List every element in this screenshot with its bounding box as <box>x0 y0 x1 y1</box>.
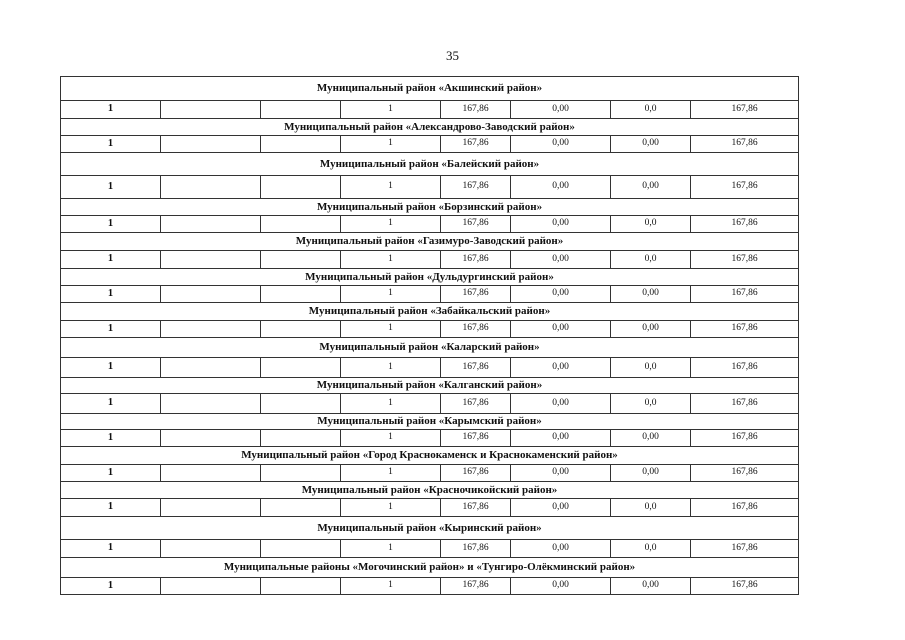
cell-col5: 167,86 <box>441 430 511 447</box>
cell-col6: 0,00 <box>511 176 611 199</box>
cell-col2 <box>161 430 261 447</box>
section-title: Муниципальный район «Акшинский район» <box>61 77 799 101</box>
section-header-row <box>61 482 799 499</box>
table-row <box>61 251 799 269</box>
cell-col2 <box>161 321 261 338</box>
cell-col5: 167,86 <box>441 499 511 517</box>
cell-col4: 1 <box>341 430 441 447</box>
cell-col7: 0,00 <box>611 136 691 153</box>
cell-col1: 1 <box>61 499 161 517</box>
cell-col6: 0,00 <box>511 465 611 482</box>
cell-col1: 1 <box>61 358 161 378</box>
table-row <box>61 216 799 233</box>
cell-col1: 1 <box>61 286 161 303</box>
cell-col7: 0,0 <box>611 358 691 378</box>
section-header-row <box>61 119 799 136</box>
cell-col3 <box>261 394 341 414</box>
cell-col6: 0,00 <box>511 136 611 153</box>
cell-col3 <box>261 216 341 233</box>
cell-col6: 0,00 <box>511 251 611 269</box>
cell-col5: 167,86 <box>441 176 511 199</box>
cell-col8: 167,86 <box>691 499 799 517</box>
section-header-row <box>61 338 799 358</box>
cell-col8: 167,86 <box>691 394 799 414</box>
cell-col4: 1 <box>341 321 441 338</box>
cell-col5: 167,86 <box>441 465 511 482</box>
cell-col3 <box>261 321 341 338</box>
section-header-row <box>61 378 799 394</box>
section-title: Муниципальный район «Дульдургинский район» <box>61 269 799 286</box>
cell-col1: 1 <box>61 394 161 414</box>
cell-col2 <box>161 540 261 558</box>
data-table <box>60 76 799 595</box>
cell-col3 <box>261 499 341 517</box>
table-row <box>61 465 799 482</box>
cell-col3 <box>261 101 341 119</box>
cell-col7: 0,0 <box>611 101 691 119</box>
cell-col8: 167,86 <box>691 430 799 447</box>
cell-col4: 1 <box>341 358 441 378</box>
cell-col3 <box>261 430 341 447</box>
cell-col3 <box>261 251 341 269</box>
cell-col4: 1 <box>341 176 441 199</box>
section-header-row <box>61 199 799 216</box>
cell-col3 <box>261 465 341 482</box>
cell-col6: 0,00 <box>511 321 611 338</box>
cell-col7: 0,00 <box>611 321 691 338</box>
cell-col5: 167,86 <box>441 286 511 303</box>
cell-col5: 167,86 <box>441 394 511 414</box>
section-header-row <box>61 303 799 321</box>
section-header-row <box>61 517 799 540</box>
cell-col1: 1 <box>61 578 161 595</box>
cell-col6: 0,00 <box>511 101 611 119</box>
section-header-row <box>61 269 799 286</box>
cell-col7: 0,0 <box>611 216 691 233</box>
cell-col6: 0,00 <box>511 286 611 303</box>
table-row <box>61 578 799 595</box>
cell-col8: 167,86 <box>691 286 799 303</box>
section-title: Муниципальный район «Город Краснокаменск и Краснокаменский район» <box>61 447 799 465</box>
cell-col6: 0,00 <box>511 430 611 447</box>
cell-col1: 1 <box>61 540 161 558</box>
cell-col3 <box>261 578 341 595</box>
cell-col2 <box>161 216 261 233</box>
section-title: Муниципальный район «Калганский район» <box>61 378 799 394</box>
cell-col5: 167,86 <box>441 216 511 233</box>
section-title: Муниципальный район «Борзинский район» <box>61 199 799 216</box>
cell-col5: 167,86 <box>441 136 511 153</box>
cell-col2 <box>161 465 261 482</box>
cell-col3 <box>261 136 341 153</box>
cell-col4: 1 <box>341 216 441 233</box>
section-title: Муниципальные районы «Могочинский район» и «Тунгиро-Олёкминский район» <box>61 558 799 578</box>
cell-col8: 167,86 <box>691 136 799 153</box>
cell-col2 <box>161 101 261 119</box>
table-row <box>61 321 799 338</box>
cell-col8: 167,86 <box>691 578 799 595</box>
cell-col4: 1 <box>341 394 441 414</box>
cell-col6: 0,00 <box>511 394 611 414</box>
cell-col1: 1 <box>61 321 161 338</box>
section-header-row <box>61 77 799 101</box>
cell-col2 <box>161 394 261 414</box>
cell-col2 <box>161 499 261 517</box>
table-row <box>61 540 799 558</box>
cell-col7: 0,0 <box>611 251 691 269</box>
cell-col2 <box>161 286 261 303</box>
cell-col7: 0,00 <box>611 465 691 482</box>
cell-col4: 1 <box>341 101 441 119</box>
cell-col7: 0,00 <box>611 286 691 303</box>
table-row <box>61 136 799 153</box>
cell-col3 <box>261 286 341 303</box>
cell-col1: 1 <box>61 465 161 482</box>
table-row <box>61 286 799 303</box>
table-row <box>61 430 799 447</box>
section-title: Муниципальный район «Карымский район» <box>61 414 799 430</box>
section-title: Муниципальный район «Красночикойский район» <box>61 482 799 499</box>
section-header-row <box>61 153 799 176</box>
cell-col7: 0,0 <box>611 499 691 517</box>
cell-col2 <box>161 176 261 199</box>
cell-col7: 0,00 <box>611 430 691 447</box>
cell-col7: 0,0 <box>611 540 691 558</box>
cell-col4: 1 <box>341 499 441 517</box>
cell-col3 <box>261 176 341 199</box>
cell-col2 <box>161 136 261 153</box>
cell-col6: 0,00 <box>511 540 611 558</box>
cell-col1: 1 <box>61 136 161 153</box>
cell-col1: 1 <box>61 251 161 269</box>
table-row <box>61 358 799 378</box>
cell-col1: 1 <box>61 430 161 447</box>
cell-col4: 1 <box>341 136 441 153</box>
cell-col5: 167,86 <box>441 578 511 595</box>
section-header-row <box>61 447 799 465</box>
section-title: Муниципальный район «Забайкальский район» <box>61 303 799 321</box>
cell-col4: 1 <box>341 286 441 303</box>
cell-col8: 167,86 <box>691 101 799 119</box>
cell-col8: 167,86 <box>691 540 799 558</box>
section-title: Муниципальный район «Газимуро-Заводский район» <box>61 233 799 251</box>
cell-col3 <box>261 540 341 558</box>
cell-col8: 167,86 <box>691 465 799 482</box>
cell-col5: 167,86 <box>441 321 511 338</box>
section-header-row <box>61 414 799 430</box>
table-row <box>61 394 799 414</box>
cell-col7: 0,00 <box>611 176 691 199</box>
table-row <box>61 176 799 199</box>
cell-col4: 1 <box>341 251 441 269</box>
cell-col5: 167,86 <box>441 358 511 378</box>
section-title: Муниципальный район «Александрово-Заводский район» <box>61 119 799 136</box>
cell-col5: 167,86 <box>441 540 511 558</box>
page-number: 35 <box>446 48 459 63</box>
table-body <box>61 77 799 595</box>
cell-col8: 167,86 <box>691 176 799 199</box>
cell-col3 <box>261 358 341 378</box>
section-title: Муниципальный район «Кыринский район» <box>61 517 799 540</box>
table-row <box>61 499 799 517</box>
cell-col2 <box>161 251 261 269</box>
cell-col2 <box>161 578 261 595</box>
section-title: Муниципальный район «Каларский район» <box>61 338 799 358</box>
section-header-row <box>61 233 799 251</box>
cell-col5: 167,86 <box>441 251 511 269</box>
cell-col7: 0,00 <box>611 578 691 595</box>
cell-col6: 0,00 <box>511 358 611 378</box>
cell-col7: 0,0 <box>611 394 691 414</box>
cell-col1: 1 <box>61 216 161 233</box>
section-header-row <box>61 558 799 578</box>
cell-col2 <box>161 358 261 378</box>
cell-col4: 1 <box>341 578 441 595</box>
section-title: Муниципальный район «Балейский район» <box>61 153 799 176</box>
table-row <box>61 101 799 119</box>
cell-col5: 167,86 <box>441 101 511 119</box>
cell-col4: 1 <box>341 540 441 558</box>
cell-col1: 1 <box>61 101 161 119</box>
cell-col8: 167,86 <box>691 251 799 269</box>
cell-col6: 0,00 <box>511 578 611 595</box>
cell-col8: 167,86 <box>691 216 799 233</box>
cell-col6: 0,00 <box>511 499 611 517</box>
cell-col4: 1 <box>341 465 441 482</box>
cell-col8: 167,86 <box>691 358 799 378</box>
cell-col1: 1 <box>61 176 161 199</box>
cell-col6: 0,00 <box>511 216 611 233</box>
cell-col8: 167,86 <box>691 321 799 338</box>
